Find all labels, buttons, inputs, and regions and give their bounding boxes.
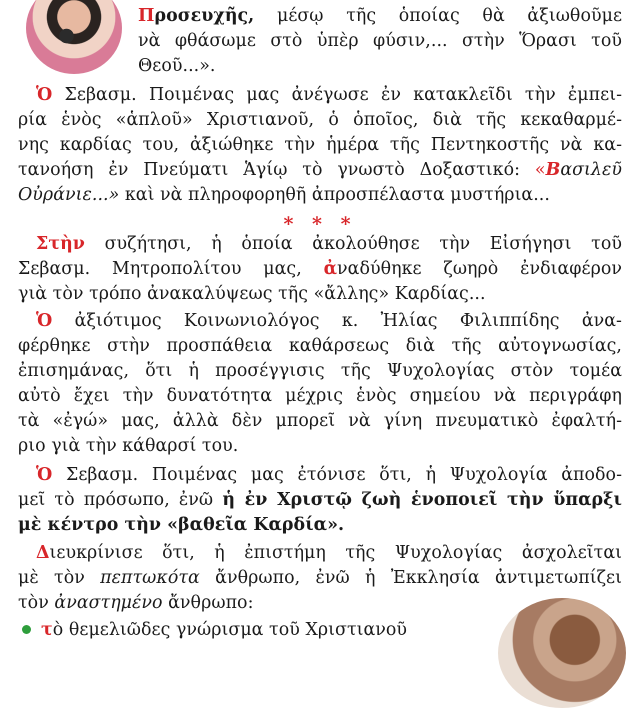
bullet-icon: [22, 625, 31, 634]
top-paragraph: Προσευχῆς, μέσῳ τῆς ὁποίας θὰ ἀξιωθοῦμε νὰ φθάσωμε στὸ ὑπὲρ φύσιν,... στὴν Ὅρασι τοῦ Θεοῦ...».: [138, 6, 622, 76]
paragraph-1: Ὁ Σεβασμ. Ποιμένας μας ἀνέγωσε ἐν κατακλεῖδι τὴν ἐμπει- ρία ἑνὸς «ἁπλοῦ» Χριστιανοῦ, ὁ ὁποῖος, διὰ τῆς κεκαθαρμέ- νης καρδίας του, ἀξιώθηκε τὴν ἡμέρα τῆς Πεντηκοστῆς νὰ κα- τανοήση ἐν Πνεύματι Ἁγίῳ τὸ γνωστὸ Δοξαστικό: «Βασιλεῦ Οὐράνιε...» καὶ νὰ πληροφορηθῆ ἀπροσπέλαστα μυστήρια...: [18, 85, 622, 205]
paragraph-2: Στὴν συζήτησι, ἡ ὁποία ἀκολούθησε τὴν Εἰσήγησι τοῦ Σεβασμ. Μητροπολίτου μας, ἀναδύθηκε ζωηρὸ ἐνδιαφέρον γιὰ τὸν τρόπο ἀνακαλύψεως τῆς «ἄλλης» Καρδίας...: [18, 234, 622, 304]
section-separator: * * *: [283, 213, 357, 235]
audience-photo: [498, 598, 626, 708]
drop-letter: Π: [138, 6, 155, 26]
paragraph-5: Διευκρίνισε ὅτι, ἡ ἐπιστήμη τῆς Ψυχολογίας ἀσχολεῖται μὲ τὸν πεπτωκότα ἄνθρωπο, ἐνῶ ἡ Ἐκκλησία ἀντιμετωπίζει τὸν ἀναστημένο ἄνθρωπο:: [18, 543, 622, 613]
bullet-item: τὸ θεμελιῶδες γνώρισμα τοῦ Χριστιανοῦ: [18, 618, 498, 643]
speaker-photo: [26, 0, 122, 74]
paragraph-3: Ὁ ἀξιότιμος Κοινωνιολόγος κ. Ἠλίας Φιλιππίδης ἀνα- φέρθηκε στὴν προσπάθεια καθάρσεως διὰ τῆς αὐτογνωσίας, ἐπισημάνας, ὅτι ἡ προσέγγισις τῆς Ψυχολογίας στὸν τομέα αὐτὸ ἔχει τὴν δυνατότητα μέχρις ἑνὸς σημείου νὰ περιγράφη τὰ «ἐγώ» μας, ἀλλὰ δὲν μπορεῖ νὰ γίνη πνευματικὸ ἐφαλτή- ριο γιὰ τὴν κάθαρσί του.: [18, 311, 622, 456]
paragraph-4: Ὁ Σεβασμ. Ποιμένας μας ἐτόνισε ὅτι, ἡ Ψυχολογία ἀποδο- μεῖ τὸ πρόσωπο, ἐνῶ ἡ ἐν Χριστῷ ζωὴ ἑνοποιεῖ τὴν ὕπαρξι μὲ κέντρο τὴν «βαθεῖα Καρδία».: [18, 465, 622, 535]
